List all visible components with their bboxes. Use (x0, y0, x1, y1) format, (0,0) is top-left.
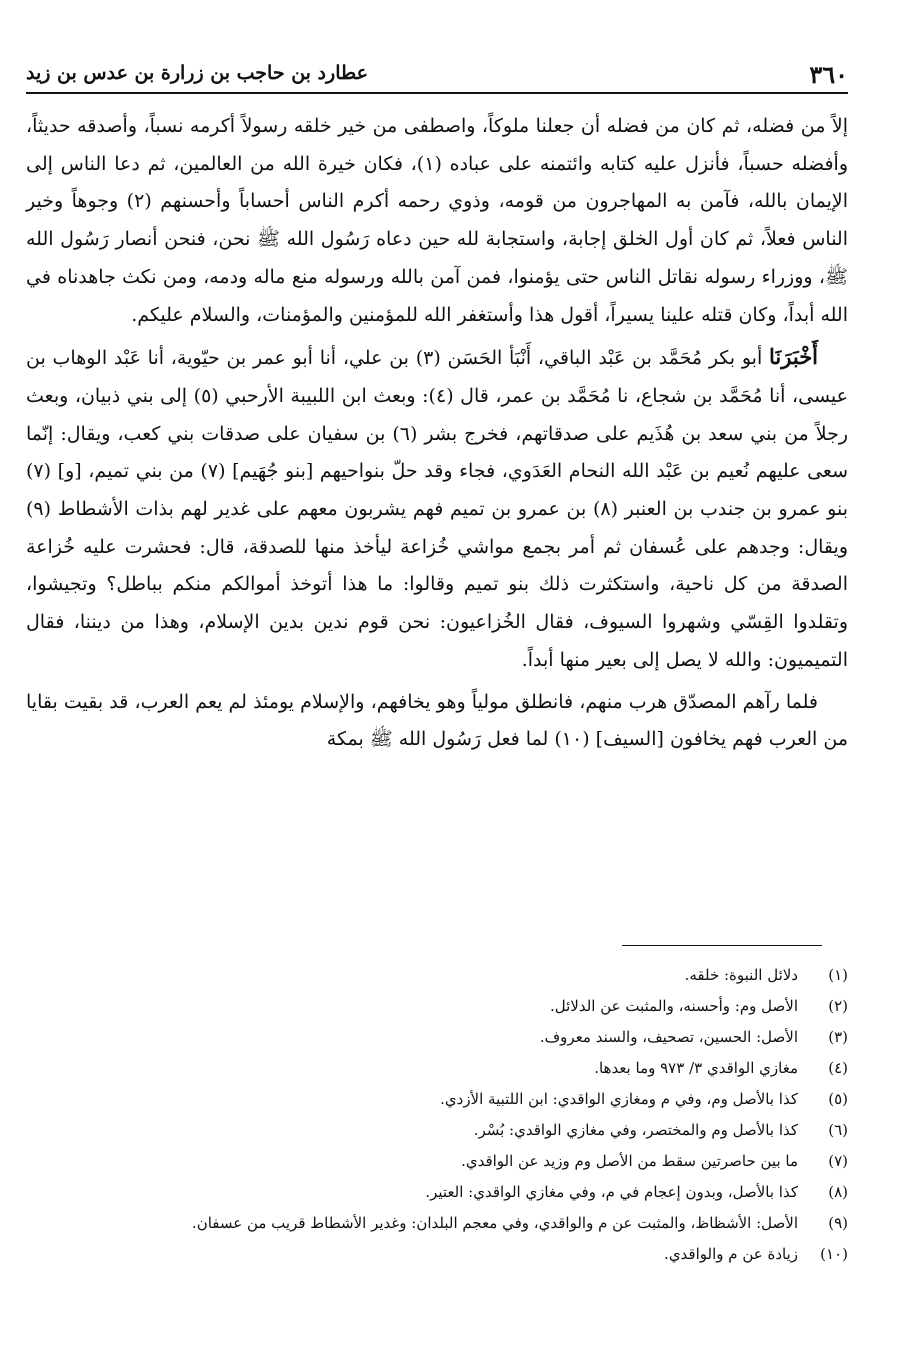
footnote-text: كذا بالأصل وم والمختصر، وفي مغازي الواقدي: بُسْر. (473, 1121, 798, 1139)
running-header (26, 58, 848, 94)
footnote-text: الأصل: الحسين، تصحيف، والسند معروف. (539, 1028, 798, 1046)
footnote-item (26, 1115, 848, 1146)
footnote-item (26, 1084, 848, 1115)
footnote-number: (٦) (828, 1121, 848, 1139)
footnote-number: (٩) (828, 1214, 848, 1232)
paragraph-1: إلاً من فضله، ثم كان من فضله أن جعلنا ملوكاً، واصطفى من خير خلقه رسولاً أكرمه نسباً، وأصدقه حديثاً، وأفضله حسباً، فأنزل عليه كتابه وائتمنه على عباده (١)، فكان خيرة الله من العالمين، ثم دعا الناس إلى الإيمان بالله، فآمن به المهاجرون من قومه، وذوي رحمه أكرم الناس أحساباً وأحسنهم (٢) وجوهاً وخير الناس فعلاً، ثم كان أول الخلق إجابة، واستجابة لله حين دعاه رَسُول الله ﷺ نحن، فنحن أنصار رَسُول الله ﷺ، ووزراء رسوله نقاتل الناس حتى يؤمنوا، فمن آمن بالله ورسوله منع ماله ودمه، ومن نكث جاهدناه في الله أبداً، وكان قتله علينا يسيراً، أقول هذا وأستغفر الله للمؤمنين والمؤمنات، والسلام عليكم. (26, 115, 848, 326)
footnote-number: (٥) (828, 1090, 848, 1108)
footnote-item (26, 991, 848, 1022)
footnote-number: (١) (828, 966, 848, 984)
footnote-item (26, 960, 848, 991)
footnote-number: (٨) (828, 1183, 848, 1201)
footnote-separator (622, 945, 822, 946)
running-title: عطارد بن حاجب بن زرارة بن عدس بن زيد (26, 62, 368, 84)
footnote-item (26, 1177, 848, 1208)
footnote-text: مغازي الواقدي ٣/ ٩٧٣ وما بعدها. (594, 1059, 798, 1077)
footnote-item (26, 1239, 848, 1270)
footnote-item (26, 1208, 848, 1239)
paragraph-lead-word: أَخْبَرَنَا (769, 344, 819, 370)
page-number: ٣٦٠ (809, 60, 848, 89)
footnote-number: (٣) (828, 1028, 848, 1046)
paragraph-3: فلما رآهم المصدّق هرب منهم، فانطلق مولياً وهو يخافهم، والإسلام يومئذ لم يعم العرب، قد بقيت بقايا من العرب فهم يخافون [السيف] (١٠) لما فعل رَسُول الله ﷺ بمكة (26, 690, 848, 751)
footnote-item (26, 1053, 848, 1084)
footnote-text: كذا بالأصل، وبدون إعجام في م، وفي مغازي الواقدي: العتير. (425, 1183, 798, 1201)
footnotes (26, 960, 848, 1270)
footnote-item (26, 1146, 848, 1177)
footnote-text: الأصل وم: وأحسنه، والمثبت عن الدلائل. (550, 997, 798, 1015)
footnote-item (26, 1022, 848, 1053)
footnote-number: (٢) (828, 997, 848, 1015)
footnote-text: زيادة عن م والواقدي. (664, 1245, 798, 1263)
footnote-number: (١٠) (820, 1245, 848, 1263)
footnote-number: (٧) (828, 1152, 848, 1170)
paragraph-2-text: أبو بكر مُحَمَّد بن عَبْد الباقي، أَنْبَأ الحَسَن (٣) بن علي، أنا أبو عمر بن حيّوية، أنا عَبْد الوهاب بن عيسى، أنا مُحَمَّد بن شجاع، نا مُحَمَّد بن عمر، قال (٤): وبعث ابن اللبيبة الأرحبي (٥) إلى بني ذبيان، وبعث رجلاً من بني سعد بن هُذَيم على صدقاتهم، فخرج بشر (٦) بن سفيان على صدقات بني كعب، ويقال: إنّما سعى عليهم نُعيم بن عَبْد الله النحام العَدَوي، فجاء وقد حلّ بنواحيهم [بنو جُهَيم] (٧) من بني تميم، [و] (٧) بنو عمرو بن جندب بن العنبر (٨) بن عمرو بن تميم فهم يشربون معهم على غدير لهم بذات الأشطاط (٩) ويقال: وجدهم على عُسفان ثم أمر بجمع مواشي خُزاعة ليأخذ منها للصدقة، قال: فحشرت عليه خُزاعة الصدقة من كل ناحية، واستكثرت ذلك بنو تميم وقالوا: ما هذا أتوخذ أموالكم منكم بباطل؟ وتجيشوا، وتقلدوا القِسّي وشهروا السيوف، فقال الخُزاعيون: نحن قوم ندين بدين الإسلام، وهذا من ديننا، فقال التميميون: والله لا يصل إلى بعير منها أبداً. (26, 347, 848, 671)
footnote-text: كذا بالأصل وم، وفي م ومغازي الواقدي: ابن اللتبية الأزدي. (440, 1090, 798, 1108)
footnote-number: (٤) (828, 1059, 848, 1077)
paragraph-2 (26, 338, 848, 679)
main-text (26, 108, 848, 759)
footnote-text: ما بين حاصرتين سقط من الأصل وم وزيد عن الواقدي. (461, 1152, 798, 1170)
footnote-text: دلائل النبوة: خلقه. (684, 966, 798, 984)
footnote-text: الأصل: الأشظاظ، والمثبت عن م والواقدي، وفي معجم البلدان: وغدير الأشطاط قريب من عسفان. (191, 1214, 798, 1232)
